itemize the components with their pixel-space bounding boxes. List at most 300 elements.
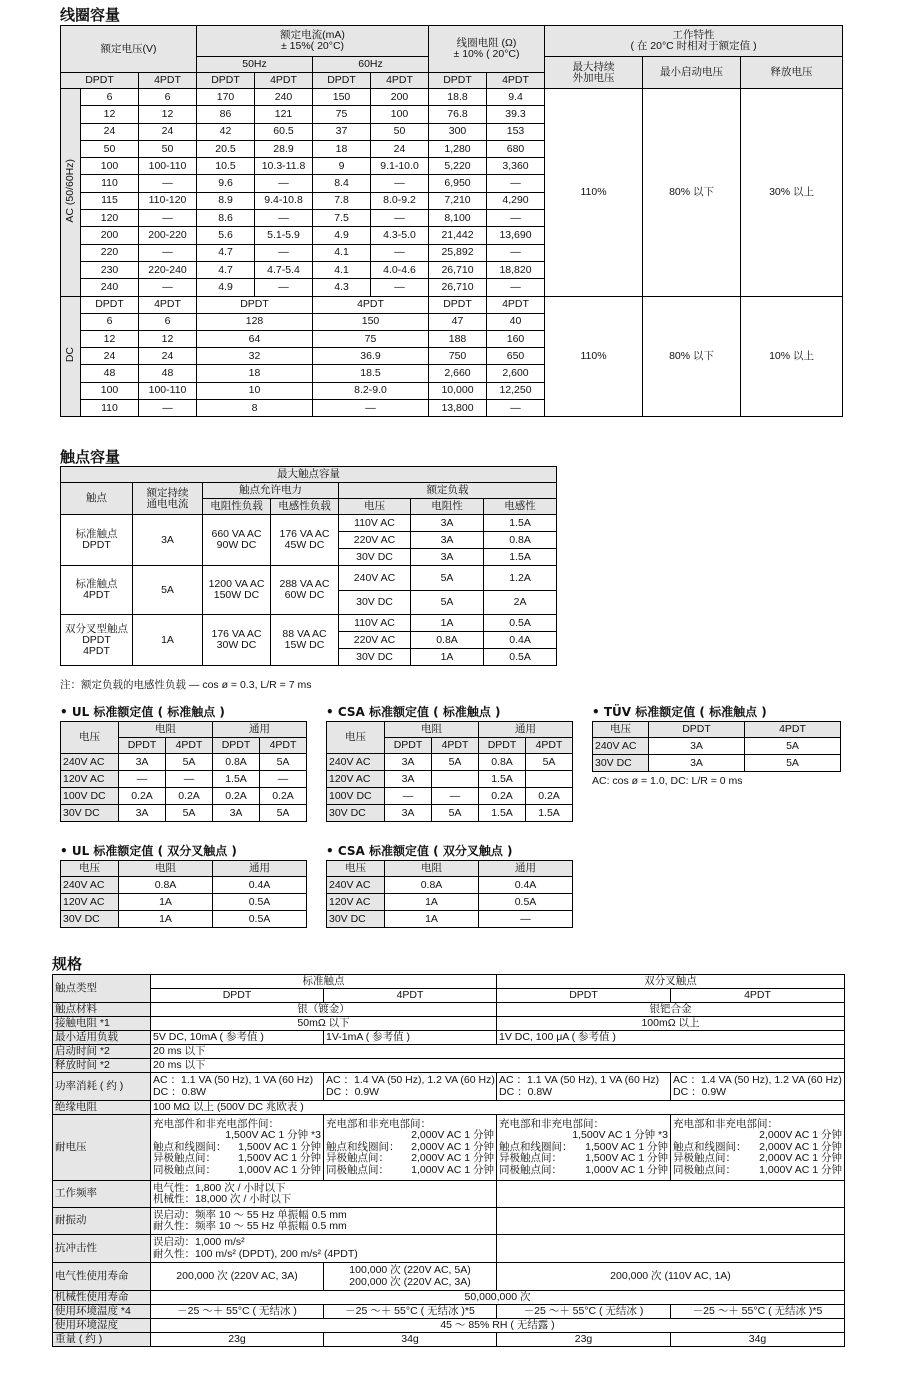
row-value: 5A (432, 805, 479, 822)
coil-ac-cell: 9.6 (197, 175, 255, 192)
coil-ac-cell: 110-120 (139, 192, 197, 209)
spec-material-std: 银（镀金） (151, 1003, 497, 1017)
spec-l-dielectric: 耐电压 (53, 1115, 151, 1181)
contact-g3-i: 0.5A (484, 649, 557, 666)
table-row (327, 894, 573, 911)
coil-dc-h-dpdt: DPDT (197, 296, 313, 313)
ul-std-h-res: 电阻 (119, 722, 213, 738)
coil-ac-cell: 20.5 (197, 140, 255, 157)
row-voltage: 240V AC (593, 738, 649, 755)
table-row (61, 805, 307, 822)
table-row (61, 788, 307, 805)
coil-dc-cell: 64 (197, 330, 313, 347)
coil-dc-cell: 48 (139, 365, 197, 382)
row-value: 1.5A (479, 805, 526, 822)
csa-bif-table (326, 860, 573, 928)
csa-std-table (326, 721, 573, 822)
coil-ac-cell: — (255, 210, 313, 227)
ul-bif-h-volt: 电压 (61, 861, 119, 877)
row-value: 5A (260, 805, 307, 822)
row-value: 1A (119, 894, 213, 911)
coil-dc-cell: 40 (487, 313, 545, 330)
spec-humidity: 45 ～ 85% RH ( 无结露 ) (151, 1319, 845, 1333)
coil-dc-cell: 6 (81, 313, 139, 330)
coil-ac-cell: 8.0-9.2 (371, 192, 429, 209)
spec-l-shock: 抗冲击性 (53, 1235, 151, 1263)
coil-ac-cell: — (487, 210, 545, 227)
coil-dc-cell: — (487, 400, 545, 417)
coil-ac-cell: 4.3-5.0 (371, 227, 429, 244)
coil-ac-cell: 4.7 (197, 244, 255, 261)
spec-l-elife: 电气性使用寿命 (53, 1263, 151, 1291)
coil-dc-cell: 48 (81, 365, 139, 382)
table-row (327, 788, 573, 805)
spec-weight-b: 34g (324, 1333, 497, 1347)
dielectric-line: 1,500V AC 1 分钟 *3 (225, 1129, 321, 1142)
coil-dc-cell: 750 (429, 348, 487, 365)
coil-ac-cell: — (371, 244, 429, 261)
contact-h-volt: 电压 (339, 499, 411, 515)
coil-ac-cell: 4.9 (197, 279, 255, 296)
coil-ac_rel: 30% 以上 (741, 89, 843, 297)
contact-g2-ind: 288 VA AC 60W DC (271, 566, 339, 615)
spec-frequency-blank (497, 1181, 845, 1208)
coil-h-dpdt: DPDT (197, 73, 255, 89)
spec-material-bif: 银钯合金 (497, 1003, 845, 1017)
coil-ac-cell: 86 (197, 106, 255, 123)
coil-ac-row (61, 89, 843, 106)
row-value: — (260, 771, 307, 788)
row-voltage: 240V AC (61, 877, 119, 894)
coil-ac-cell: 25,892 (429, 244, 487, 261)
contact-g1-name: 标准触点 DPDT (61, 515, 133, 566)
coil-ac-cell: 8.4 (313, 175, 371, 192)
coil-ac-cell: 10.3-11.8 (255, 158, 313, 175)
contact-g1-volt: 220V AC (339, 532, 411, 549)
coil-ac_max: 110% (545, 89, 643, 297)
contact-section-title: 触点容量 (60, 448, 121, 466)
coil-dc-cell: 12 (81, 330, 139, 347)
table-row (61, 754, 307, 771)
coil-ac-cell: 4,290 (487, 192, 545, 209)
contact-h-r: 电阻性 (411, 499, 484, 515)
row-value: 0.5A (479, 894, 573, 911)
dielectric-line: 充电部和非充电部间： (673, 1117, 778, 1130)
row-voltage: 30V DC (61, 911, 119, 928)
row-value: — (119, 771, 166, 788)
coil-ac-cell: — (371, 175, 429, 192)
coil-ac-cell: 12 (81, 106, 139, 123)
dielectric-line: 充电部和非充电部间： (499, 1117, 604, 1130)
row-voltage: 100V DC (327, 788, 385, 805)
coil-section-title: 线圈容量 (60, 6, 121, 24)
contact-g1-volt: 30V DC (339, 549, 411, 566)
contact-h-current: 额定持续 通电电流 (133, 483, 203, 515)
table-row (327, 877, 573, 894)
coil-ac-cell: 75 (313, 106, 371, 123)
coil-ac-cell: — (255, 244, 313, 261)
contact-g2-name: 标准触点 4PDT (61, 566, 133, 615)
row-value: 0.5A (213, 911, 307, 928)
coil-dc-cell: — (139, 400, 197, 417)
coil-ac-cell: 21,442 (429, 227, 487, 244)
spec-power-d: AC ：1.4 VA (50 Hz), 1.2 VA (60 Hz) DC ：0.9W (671, 1073, 845, 1101)
spec-l-type: 触点类型 (53, 975, 151, 1003)
contact-note: 注：额定负载的电感性负载 — cos ø = 0.3, L/R = 7 ms (60, 679, 312, 691)
coil-ac-cell: 18.8 (429, 89, 487, 106)
spec-l-release: 释放时间 *2 (53, 1059, 151, 1073)
row-value: 5A (260, 754, 307, 771)
spec-l-material: 触点材料 (53, 1003, 151, 1017)
contact-g2-i: 2A (484, 591, 557, 615)
ul-bif-title: • UL 标准额定值 ( 双分叉触点 ) (60, 844, 237, 858)
spec-elife-b: 100,000 次 (220V AC, 5A) 200,000 次 (220V AC, 3A) (324, 1263, 497, 1291)
coil-ac-cell: 3,360 (487, 158, 545, 175)
row-value: 3A (385, 754, 432, 771)
contact-g1-r: 3A (411, 532, 484, 549)
row-value: 0.2A (119, 788, 166, 805)
dielectric-line: 同极触点间： 1,000V AC 1 分钟 (153, 1163, 321, 1176)
coil-ac-cell: 120 (81, 210, 139, 227)
contact-h-rated: 额定负载 (339, 483, 557, 499)
spec-shock: 误启动：1,000 m/s² 耐久性：100 m/s² (DPDT), 200 m/s² (4PDT) (151, 1235, 497, 1263)
row-value: 5A (745, 755, 841, 772)
dielectric-line: 触点和线圈间： 1,500V AC 1 分钟 (499, 1140, 668, 1153)
ul-std-h-dpdt: DPDT (119, 738, 166, 754)
coil-ac-cell: 26,710 (429, 261, 487, 278)
row-value: — (479, 911, 573, 928)
coil-ac-cell: — (487, 175, 545, 192)
coil-dc-cell: 24 (81, 348, 139, 365)
coil-h-resistance: 线圈电阻 (Ω) ± 10% ( 20°C) (429, 26, 545, 73)
table-row (327, 911, 573, 928)
spec-l-operate: 启动时间 *2 (53, 1045, 151, 1059)
ul-std-h-4pdt: 4PDT (260, 738, 307, 754)
coil-dc_rel: 10% 以上 (741, 296, 843, 417)
coil-dc-cell: 18.5 (313, 365, 429, 382)
tuv-std-table (592, 721, 841, 772)
coil-ac-cell: 37 (313, 123, 371, 140)
spec-mlife: 50,000,000 次 (151, 1291, 845, 1305)
spec-vibration: 误启动：频率 10 ～ 55 Hz 单振幅 0.5 mm 耐久性：频率 10 ～ 55 Hz 单振幅 0.5 mm (151, 1208, 497, 1235)
dielectric-line: 触点和线圈间： 1,500V AC 1 分钟 (153, 1140, 321, 1153)
dielectric-line: 异极触点间： 1,500V AC 1 分钟 (499, 1152, 668, 1165)
row-voltage: 120V AC (61, 771, 119, 788)
table-row (593, 755, 841, 772)
coil-h-max: 最大持续 外加电压 (545, 57, 643, 89)
contact-h-contact: 触点 (61, 483, 133, 515)
coil-dc-cell: 32 (197, 348, 313, 365)
spec-l-power: 功率消耗 ( 约 ) (53, 1073, 151, 1101)
dielectric-line: 充电部和非充电部间： (326, 1117, 431, 1130)
coil-ac-cell: 220 (81, 244, 139, 261)
spec-dielectric-d (671, 1115, 845, 1181)
coil-ac-cell: 60.5 (255, 123, 313, 140)
coil-ac-cell: 220-240 (139, 261, 197, 278)
coil-dc-cell: 24 (139, 348, 197, 365)
spec-elife-a: 200,000 次 (220V AC, 3A) (151, 1263, 324, 1291)
contact-g2-volt: 30V DC (339, 591, 411, 615)
spec-elife-c: 200,000 次 (110V AC, 1A) (497, 1263, 845, 1291)
contact-g3-ind: 88 VA AC 15W DC (271, 615, 339, 666)
spec-resistance-std: 50mΩ 以下 (151, 1017, 497, 1031)
dielectric-line: 2,000V AC 1 分钟 (759, 1129, 842, 1142)
spec-minload-b: 1V-1mA ( 参考值 ) (324, 1031, 497, 1045)
contact-g2-r: 5A (411, 566, 484, 591)
row-value: 3A (649, 738, 745, 755)
row-value: 0.2A (479, 788, 526, 805)
coil-ac-cell: 100 (371, 106, 429, 123)
coil-dc-h-4pdt: 4PDT (139, 296, 197, 313)
ul-std-table (60, 721, 307, 822)
contact-g1-current: 3A (133, 515, 203, 566)
ul-std-title: • UL 标准额定值 ( 标准触点 ) (60, 705, 225, 719)
coil-h-characteristics: 工作特性 ( 在 20°C 时相对于额定值 ) (545, 26, 843, 57)
row-value: 5A (745, 738, 841, 755)
coil-ac-cell: — (255, 279, 313, 296)
contact-g3-r: 1A (411, 649, 484, 666)
coil-ac-cell: 100-110 (139, 158, 197, 175)
coil-ac-cell: 300 (429, 123, 487, 140)
row-value: 5A (166, 754, 213, 771)
contact-g3-volt: 30V DC (339, 649, 411, 666)
coil-dc-h-4pdt: 4PDT (313, 296, 429, 313)
dielectric-line: 2,000V AC 1 分钟 (411, 1129, 494, 1142)
row-value: 3A (385, 805, 432, 822)
row-value: 0.8A (385, 877, 479, 894)
coil-h-4pdt: 4PDT (255, 73, 313, 89)
coil-dc-h-dpdt: DPDT (81, 296, 139, 313)
coil-ac-cell: 240 (255, 89, 313, 106)
ul-bif-table (60, 860, 307, 928)
coil-h-voltage: 额定电压(V) (61, 26, 197, 73)
coil-dc-h-dpdt: DPDT (429, 296, 487, 313)
row-value: 1.5A (213, 771, 260, 788)
coil-dc-cell: 12 (139, 330, 197, 347)
row-value (526, 771, 573, 788)
coil-table (60, 25, 843, 417)
coil-ac-cell: — (487, 279, 545, 296)
row-value: 3A (119, 805, 166, 822)
contact-g2-volt: 240V AC (339, 566, 411, 591)
coil-ac-cell: 680 (487, 140, 545, 157)
coil-ac-cell: 9 (313, 158, 371, 175)
coil-ac-cell: — (139, 279, 197, 296)
row-voltage: 30V DC (327, 805, 385, 822)
coil-ac-cell: 121 (255, 106, 313, 123)
table-row (61, 771, 307, 788)
coil-ac-cell: 115 (81, 192, 139, 209)
coil-ac-cell: 110 (81, 175, 139, 192)
row-value: 0.8A (213, 754, 260, 771)
coil-dc-cell: 128 (197, 313, 313, 330)
coil-ac-cell: 8,100 (429, 210, 487, 227)
spec-dielectric-c (497, 1115, 671, 1181)
ul-bif-h-res: 电阻 (119, 861, 213, 877)
row-value: 3A (213, 805, 260, 822)
table-row (61, 894, 307, 911)
coil-h-60hz: 60Hz (313, 57, 429, 73)
contact-g3-current: 1A (133, 615, 203, 666)
row-value: — (166, 771, 213, 788)
contact-g1-r: 3A (411, 549, 484, 566)
tuv-std-h-volt: 电压 (593, 722, 649, 738)
coil-h-4pdt: 4PDT (139, 73, 197, 89)
row-value: 0.2A (526, 788, 573, 805)
row-voltage: 240V AC (327, 877, 385, 894)
coil-dc-cell: 150 (313, 313, 429, 330)
spec-insulation: 100 MΩ 以上 (500V DC 兆欧表 ) (151, 1101, 845, 1115)
spec-l-insulation: 绝缘电阻 (53, 1101, 151, 1115)
coil-ac-cell: 4.1 (313, 261, 371, 278)
dielectric-line: 触点和线圈间： 2,000V AC 1 分钟 (326, 1140, 494, 1153)
coil-ac-cell: 4.0-4.6 (371, 261, 429, 278)
spec-weight-d: 34g (671, 1333, 845, 1347)
tuv-std-h-dpdt: DPDT (649, 722, 745, 738)
coil-ac-cell: — (487, 244, 545, 261)
csa-std-h-gen: 通用 (479, 722, 573, 738)
spec-temp-d: －25 ～＋ 55°C ( 无结冰 )*5 (671, 1305, 845, 1319)
coil-ac-cell: 200 (371, 89, 429, 106)
coil-ac-cell: — (139, 244, 197, 261)
row-value: 5A (432, 754, 479, 771)
csa-std-h-4pdt: 4PDT (432, 738, 479, 754)
coil-dc-cell: 8 (197, 400, 313, 417)
csa-bif-title: • CSA 标准额定值 ( 双分叉触点 ) (326, 844, 513, 858)
spec-operate: 20 ms 以下 (151, 1045, 845, 1059)
coil-h-4pdt: 4PDT (371, 73, 429, 89)
coil-ac-cell: — (371, 210, 429, 227)
contact-g1-i: 0.8A (484, 532, 557, 549)
coil-ac_min: 80% 以下 (643, 89, 741, 297)
coil-ac-cell: 6,950 (429, 175, 487, 192)
coil-ac-cell: 24 (81, 123, 139, 140)
contact-h-res: 电阻性负载 (203, 499, 271, 515)
coil-ac-cell: 240 (81, 279, 139, 296)
coil-dc_max: 110% (545, 296, 643, 417)
spec-dielectric-b (324, 1115, 497, 1181)
contact-g3-volt: 110V AC (339, 615, 411, 632)
coil-ac-cell: 7.5 (313, 210, 371, 227)
coil-ac-cell: — (371, 279, 429, 296)
coil-dc-cell: 36.9 (313, 348, 429, 365)
coil-ac-cell: 150 (313, 89, 371, 106)
row-value: 0.2A (166, 788, 213, 805)
contact-h-top: 最大触点容量 (61, 467, 557, 483)
coil-ac-cell: 5.1-5.9 (255, 227, 313, 244)
row-value: 1.5A (479, 771, 526, 788)
coil-ac-cell: 12 (139, 106, 197, 123)
spec-std: 标准触点 (151, 975, 497, 989)
spec-l-humidity: 使用环境湿度 (53, 1319, 151, 1333)
coil-ac-cell: 4.1 (313, 244, 371, 261)
coil-h-dpdt: DPDT (429, 73, 487, 89)
row-value: 5A (526, 754, 573, 771)
row-value: 3A (649, 755, 745, 772)
spec-section-title: 规格 (52, 955, 83, 973)
contact-g1-r: 3A (411, 515, 484, 532)
coil-ac-cell: 230 (81, 261, 139, 278)
row-value: 3A (385, 771, 432, 788)
csa-std-h-res: 电阻 (385, 722, 479, 738)
coil-dc-cell: 650 (487, 348, 545, 365)
coil-ac-cell: 9.4-10.8 (255, 192, 313, 209)
table-row (327, 805, 573, 822)
coil-ac-cell: 5.6 (197, 227, 255, 244)
coil-ac-cell: 28.9 (255, 140, 313, 157)
coil-h-4pdt: 4PDT (487, 73, 545, 89)
contact-g1-volt: 110V AC (339, 515, 411, 532)
coil-dc-cell: 2,660 (429, 365, 487, 382)
row-value: 1A (119, 911, 213, 928)
row-value: 0.4A (479, 877, 573, 894)
spec-l-temp: 使用环境温度 *4 (53, 1305, 151, 1319)
coil-ac-cell: 50 (81, 140, 139, 157)
row-voltage: 240V AC (61, 754, 119, 771)
row-value: 1.5A (526, 805, 573, 822)
coil-ac-cell: 7,210 (429, 192, 487, 209)
dielectric-line: 异极触点间： 1,500V AC 1 分钟 (153, 1152, 321, 1165)
coil-dc-label: DC (61, 296, 81, 417)
row-voltage: 120V AC (327, 771, 385, 788)
coil-ac-cell: — (139, 175, 197, 192)
tuv-std-title: • TÜV 标准额定值 ( 标准触点 ) (592, 705, 767, 719)
spec-minload-a: 5V DC, 10mA ( 参考值 ) (151, 1031, 324, 1045)
row-value: 3A (119, 754, 166, 771)
coil-dc-h-4pdt: 4PDT (487, 296, 545, 313)
contact-g3-i: 0.5A (484, 615, 557, 632)
coil-dc-cell: 18 (197, 365, 313, 382)
coil-ac-cell: 4.7-5.4 (255, 261, 313, 278)
coil-ac-cell: 100 (81, 158, 139, 175)
spec-l-resistance: 接触电阻 *1 (53, 1017, 151, 1031)
row-value: 0.4A (213, 877, 307, 894)
spec-dpdt: DPDT (497, 989, 671, 1003)
contact-h-i: 电感性 (484, 499, 557, 515)
coil-dc-cell: 188 (429, 330, 487, 347)
csa-bif-h-gen: 通用 (479, 861, 573, 877)
coil-ac-cell: 42 (197, 123, 255, 140)
ul-std-h-4pdt: 4PDT (166, 738, 213, 754)
spec-l-frequency: 工作频率 (53, 1181, 151, 1208)
spec-l-mlife: 机械性使用寿命 (53, 1291, 151, 1305)
spec-power-b: AC ：1.4 VA (50 Hz), 1.2 VA (60 Hz) DC ：0.9W (324, 1073, 497, 1101)
coil-dc-cell: 6 (139, 313, 197, 330)
coil-dc-cell: — (313, 400, 429, 417)
coil-ac-cell: 5,220 (429, 158, 487, 175)
coil-dc-cell: 12,250 (487, 382, 545, 399)
row-value: 0.8A (479, 754, 526, 771)
coil-h-current: 额定电流(mA) ± 15%( 20°C) (197, 26, 429, 57)
ul-std-h-volt: 电压 (61, 722, 119, 754)
coil-ac-cell: 6 (81, 89, 139, 106)
tuv-note: AC: cos ø = 1.0, DC: L/R = 0 ms (592, 775, 743, 787)
ul-bif-h-gen: 通用 (213, 861, 307, 877)
row-voltage: 240V AC (327, 754, 385, 771)
spec-minload-c: 1V DC, 100 μA ( 参考值 ) (497, 1031, 845, 1045)
coil-dc-cell: 2,600 (487, 365, 545, 382)
row-value: 0.2A (213, 788, 260, 805)
spec-resistance-bif: 100mΩ 以上 (497, 1017, 845, 1031)
spec-4pdt: 4PDT (324, 989, 497, 1003)
coil-h-release: 释放电压 (741, 57, 843, 89)
coil-ac-cell: 200-220 (139, 227, 197, 244)
csa-std-h-volt: 电压 (327, 722, 385, 754)
coil-h-dpdt: DPDT (61, 73, 139, 89)
coil-ac-cell: 4.9 (313, 227, 371, 244)
row-value: 0.2A (260, 788, 307, 805)
spec-power-c: AC ：1.1 VA (50 Hz), 1 VA (60 Hz) DC ：0.8W (497, 1073, 671, 1101)
